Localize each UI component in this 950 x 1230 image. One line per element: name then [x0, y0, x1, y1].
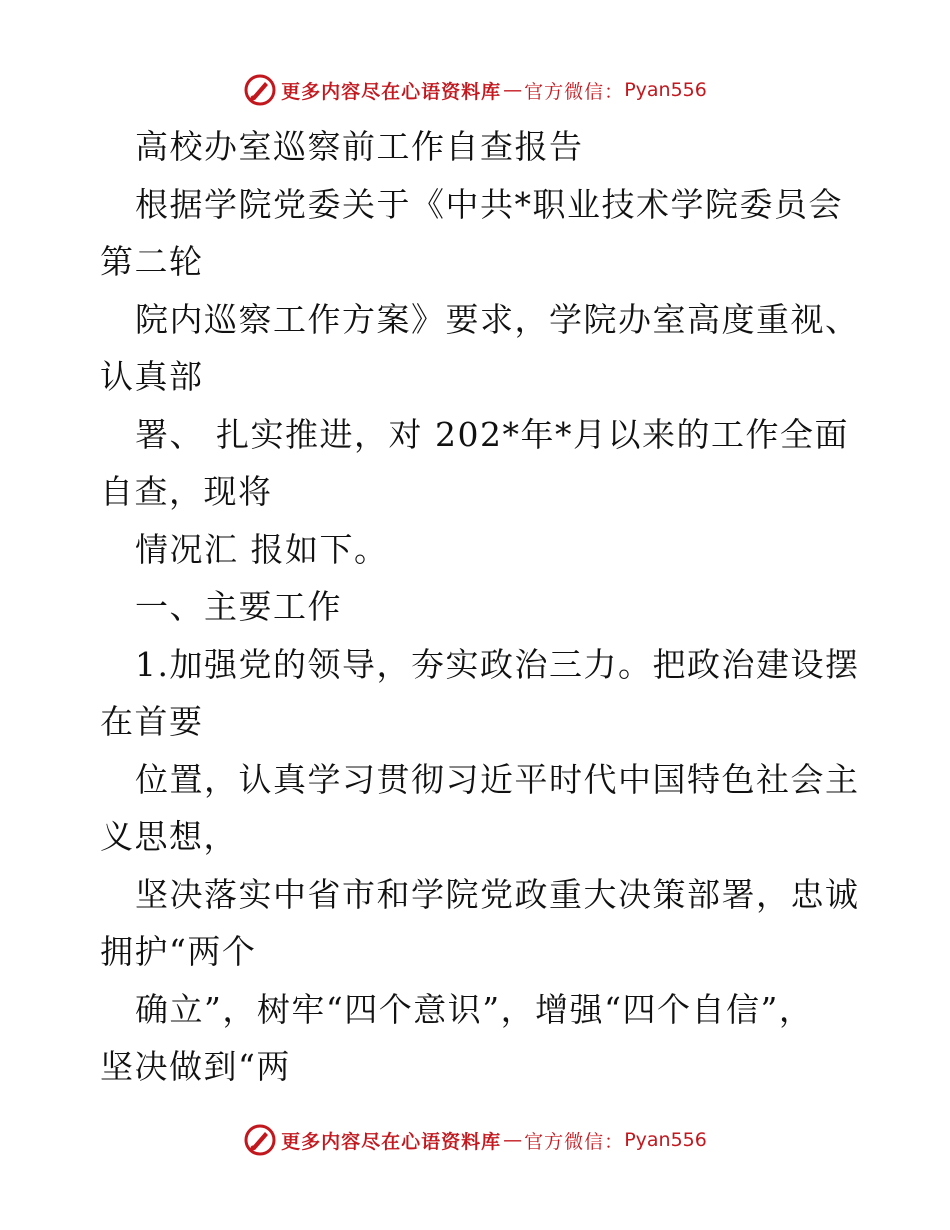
document-line: 义思想， [100, 817, 238, 856]
brand-logo-icon [243, 1123, 277, 1157]
document-line: 拥护“两个 [100, 932, 257, 971]
document-line: 在首要 [100, 702, 204, 741]
banner-dash: — [503, 1129, 523, 1151]
banner-wechat-id: Pyan556 [624, 79, 707, 101]
header-watermark-banner [0, 70, 950, 110]
brand-logo-icon [243, 73, 277, 107]
document-line: 认真部 [100, 357, 204, 396]
document-line: 署、 扎实推进，对 202*年*月以来的工作全面 [135, 414, 849, 454]
footer-watermark-banner [0, 1120, 950, 1160]
document-line: 第二轮 [100, 242, 204, 281]
document-line: 1.加强党的领导，夯实政治三力。把政治建设摆 [135, 644, 860, 684]
document-line: 坚决落实中省市和学院党政重大决策部署，忠诚 [135, 874, 860, 914]
document-line: 情况汇 报如下。 [135, 529, 389, 569]
document-line: 院内巡察工作方案》要求，学院办室高度重视、 [135, 299, 860, 339]
document-line: 高校办室巡察前工作自查报告 [135, 127, 584, 166]
banner-text: 更多内容尽在心语资料库 [281, 80, 502, 103]
document-line: 一、主要工作 [135, 587, 342, 626]
document-line: 坚决做到“两 [100, 1047, 291, 1086]
banner-wechat-label: 官方微信： [524, 80, 625, 103]
document-line: 根据学院党委关于《中共*职业技术学院委员会 [135, 184, 843, 224]
document-line: 位置，认真学习贯彻习近平时代中国特色社会主 [135, 759, 860, 799]
document-line: 自查，现将 [100, 472, 273, 511]
banner-dash: — [503, 79, 523, 101]
banner-wechat-id: Pyan556 [624, 1129, 707, 1151]
banner-text: 更多内容尽在心语资料库 [281, 1130, 502, 1153]
document-body [100, 118, 860, 1096]
document-line: 确立”，树牢“四个意识”，增强“四个自信”， [135, 989, 814, 1029]
banner-wechat-label: 官方微信： [524, 1130, 625, 1153]
